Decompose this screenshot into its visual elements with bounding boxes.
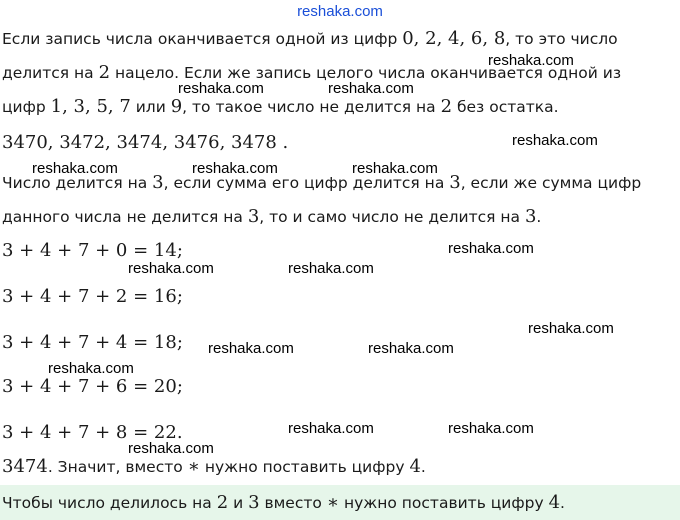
text: цифр bbox=[2, 98, 51, 116]
text: . bbox=[536, 208, 542, 226]
text: . bbox=[560, 494, 565, 512]
watermark: reshaka.com bbox=[448, 240, 534, 257]
math-star: ∗ bbox=[187, 456, 200, 477]
text: нужно поставить цифру bbox=[339, 494, 549, 512]
equation-5: 3 + 4 + 7 + 8 = 22. bbox=[2, 422, 183, 443]
text: . bbox=[420, 458, 426, 476]
math-digit: 2 bbox=[440, 96, 453, 117]
text: данного числа не делится на bbox=[2, 208, 248, 226]
text: , то и само число не делится на bbox=[259, 208, 525, 226]
text: Чтобы число делилось на bbox=[2, 494, 217, 512]
math-digit: 2 bbox=[98, 62, 111, 83]
watermark: reshaka.com bbox=[32, 160, 118, 177]
math-digit: 2 bbox=[216, 492, 229, 513]
watermark: reshaka.com bbox=[288, 260, 374, 277]
equation-3: 3 + 4 + 7 + 4 = 18; bbox=[2, 332, 183, 353]
watermark: reshaka.com bbox=[128, 260, 214, 277]
equation-4: 3 + 4 + 7 + 6 = 20; bbox=[2, 376, 183, 397]
text: , если же сумма цифр bbox=[460, 174, 642, 192]
text: Если запись числа оканчивается одной из цифр bbox=[2, 30, 403, 48]
site-header-link[interactable]: reshaka.com bbox=[297, 3, 383, 20]
text: , если сумма его цифр делится на bbox=[163, 174, 450, 192]
equation-1: 3 + 4 + 7 + 0 = 14; bbox=[2, 240, 183, 261]
watermark: reshaka.com bbox=[128, 440, 214, 457]
text: , то такое число не делится на bbox=[182, 98, 441, 116]
watermark: reshaka.com bbox=[368, 340, 454, 357]
text: Число делится на bbox=[2, 174, 153, 192]
conclusion-line bbox=[2, 456, 426, 477]
math-numbers: 3470, 3472, 3474, 3476, 3478 bbox=[2, 132, 277, 153]
watermark: reshaka.com bbox=[208, 340, 294, 357]
numbers-line bbox=[2, 132, 288, 153]
watermark: reshaka.com bbox=[528, 320, 614, 337]
math-digits: 1, 3, 5, 7 bbox=[50, 96, 131, 117]
text: вместо bbox=[259, 494, 327, 512]
text: делится на bbox=[2, 64, 99, 82]
math-digit: 4 bbox=[548, 492, 561, 513]
paragraph-line-1 bbox=[2, 28, 618, 49]
math-digit: 3 bbox=[248, 492, 260, 513]
watermark: reshaka.com bbox=[512, 132, 598, 149]
math-digit: 4 bbox=[409, 456, 421, 477]
math-digit: 3 bbox=[152, 172, 164, 193]
text: без остатка. bbox=[452, 98, 559, 116]
text: или bbox=[130, 98, 171, 116]
math-digit: 3 bbox=[247, 206, 260, 227]
text: . Значит, вместо bbox=[47, 458, 188, 476]
math-star: ∗ bbox=[326, 492, 340, 513]
math-digit: 9 bbox=[170, 96, 183, 117]
text: нацело. Если же запись целого числа оканчивается одной из bbox=[110, 64, 622, 82]
math-digit: 3 bbox=[524, 206, 537, 227]
text: и bbox=[228, 494, 249, 512]
watermark: reshaka.com bbox=[178, 80, 264, 97]
watermark: reshaka.com bbox=[48, 360, 134, 377]
watermark: reshaka.com bbox=[448, 420, 534, 437]
watermark: reshaka.com bbox=[328, 80, 414, 97]
math-digit: 3 bbox=[449, 172, 461, 193]
math-number: 3474 bbox=[2, 456, 48, 477]
math-digits: 0, 2, 4, 6, 8 bbox=[402, 28, 506, 49]
equation-2: 3 + 4 + 7 + 2 = 16; bbox=[2, 286, 183, 307]
watermark: reshaka.com bbox=[352, 160, 438, 177]
answer-line bbox=[2, 492, 565, 513]
text: нужно поставить цифру bbox=[199, 458, 410, 476]
math-dot: . bbox=[276, 132, 289, 153]
watermark: reshaka.com bbox=[288, 420, 374, 437]
watermark: reshaka.com bbox=[192, 160, 278, 177]
watermark: reshaka.com bbox=[488, 52, 574, 69]
paragraph-line-3 bbox=[2, 96, 559, 117]
text: , то это число bbox=[505, 30, 618, 48]
paragraph-line-5 bbox=[2, 206, 541, 227]
